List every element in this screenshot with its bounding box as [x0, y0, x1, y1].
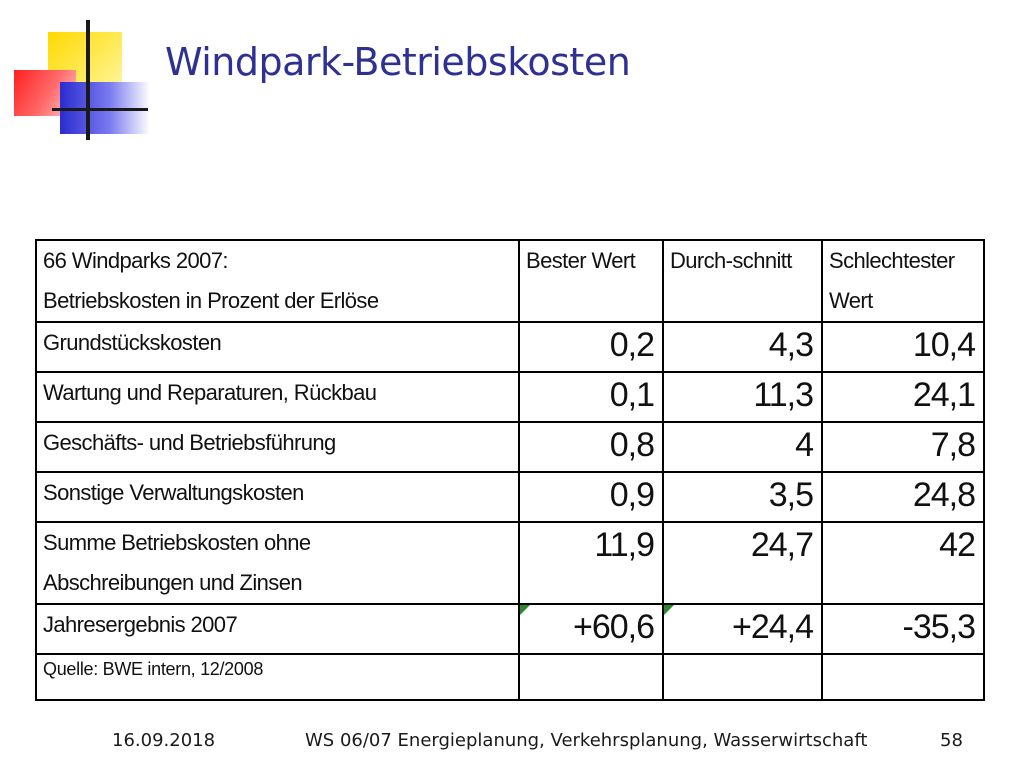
row-worst: 24,8	[822, 472, 984, 522]
row-label: Sonstige Verwaltungskosten	[36, 472, 519, 522]
table-row	[36, 472, 984, 522]
row-average: 4	[663, 422, 822, 472]
cost-table	[35, 239, 985, 701]
sum-worst: 42	[822, 522, 984, 604]
row-worst: 10,4	[822, 322, 984, 372]
row-best: 0,9	[519, 472, 663, 522]
row-label: Grundstückskosten	[36, 322, 519, 372]
empty-cell	[519, 654, 663, 700]
sum-row	[36, 522, 984, 604]
sum-label-line1: Summe Betriebskosten ohne	[43, 530, 311, 555]
source-label: Quelle: BWE intern, 12/2008	[36, 654, 519, 700]
row-label: Geschäfts- und Betriebsführung	[36, 422, 519, 472]
result-average: +24,4	[731, 608, 813, 646]
header-best: Bester Wert	[519, 240, 663, 322]
header-worst-line1: Schlechtester	[829, 248, 955, 273]
row-best: 0,2	[519, 322, 663, 372]
logo-decoration	[0, 0, 160, 150]
table-row	[36, 322, 984, 372]
cell-marker-icon	[520, 605, 530, 615]
row-best: 0,1	[519, 372, 663, 422]
header-label-line1: 66 Windparks 2007:	[43, 248, 228, 273]
result-best-cell	[519, 604, 663, 654]
row-worst: 24,1	[822, 372, 984, 422]
sum-best: 11,9	[519, 522, 663, 604]
header-label-cell	[36, 240, 519, 322]
sum-label-line2: Abschreibungen und Zinsen	[43, 570, 302, 595]
result-row	[36, 604, 984, 654]
sum-average: 24,7	[663, 522, 822, 604]
header-label-line2: Betriebskosten in Prozent der Erlöse	[43, 288, 379, 313]
sum-label-cell	[36, 522, 519, 604]
row-best: 0,8	[519, 422, 663, 472]
row-average: 4,3	[663, 322, 822, 372]
result-label: Jahresergebnis 2007	[36, 604, 519, 654]
table-header-row	[36, 240, 984, 322]
header-average: Durch-schnitt	[663, 240, 822, 322]
row-label: Wartung und Reparaturen, Rückbau	[36, 372, 519, 422]
result-best: +60,6	[572, 608, 654, 646]
empty-cell	[822, 654, 984, 700]
logo-vertical-line	[86, 20, 90, 140]
header-worst-cell	[822, 240, 984, 322]
row-average: 3,5	[663, 472, 822, 522]
slide-title: Windpark-Betriebskosten	[165, 40, 631, 84]
logo-horizontal-line	[52, 108, 148, 111]
result-average-cell	[663, 604, 822, 654]
table-row	[36, 372, 984, 422]
footer-date: 16.09.2018	[112, 730, 216, 751]
footer-course: WS 06/07 Energieplanung, Verkehrsplanung, Wasserwirtschaft	[305, 730, 868, 751]
row-average: 11,3	[663, 372, 822, 422]
result-worst: -35,3	[822, 604, 984, 654]
header-worst-line2: Wert	[829, 288, 873, 313]
table-row	[36, 422, 984, 472]
row-worst: 7,8	[822, 422, 984, 472]
empty-cell	[663, 654, 822, 700]
cell-marker-icon	[664, 605, 674, 615]
footer-page-number: 58	[940, 730, 963, 751]
source-row	[36, 654, 984, 700]
